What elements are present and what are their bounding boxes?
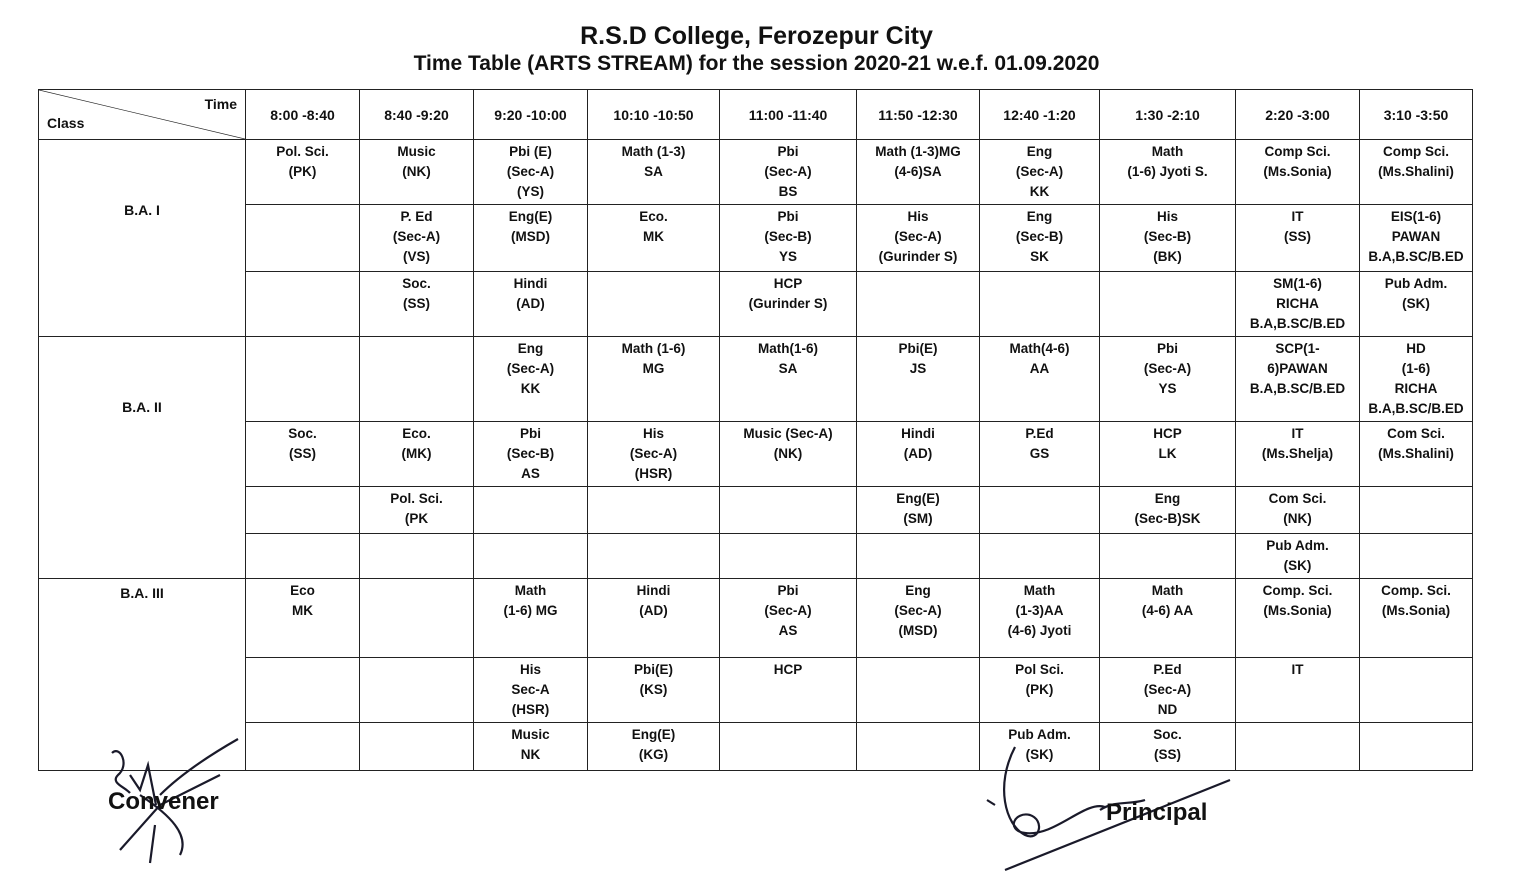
cell-line: Math — [514, 583, 547, 598]
cell-line: YS — [778, 249, 797, 264]
timetable-row — [39, 723, 1473, 771]
cell-line: Eco. — [402, 426, 431, 441]
principal-label: Principal — [1106, 799, 1208, 826]
cell-line: B.A,B.SC/B.ED — [1249, 381, 1346, 396]
cell-line: (Ms.Shalini) — [1378, 164, 1454, 179]
cell-line: IT — [1291, 426, 1304, 441]
timetable-cell — [1100, 422, 1236, 487]
cell-line: Music (Sec-A) — [743, 426, 833, 441]
cell-line: (1-6) — [1401, 361, 1431, 376]
cell-line: Pol. Sci. — [276, 144, 329, 159]
cell-line: (SS) — [289, 446, 316, 461]
timetable-cell — [1360, 337, 1473, 422]
cell-line: Math (1-6) — [621, 341, 686, 356]
timetable-cell — [246, 579, 360, 658]
period-header: 9:20 -10:00 — [474, 90, 588, 140]
timetable-cell — [980, 337, 1100, 422]
cell-line: AA — [1029, 361, 1050, 376]
timetable-cell — [1360, 272, 1473, 337]
timetable-cell — [1236, 534, 1360, 579]
period-header: 11:50 -12:30 — [857, 90, 980, 140]
timetable-cell — [360, 205, 474, 272]
cell-line: (MSD) — [898, 623, 938, 638]
cell-line: (Sec-B)SK — [1134, 511, 1201, 526]
cell-line: IT — [1291, 662, 1304, 677]
timetable-row — [39, 140, 1473, 205]
cell-line: Math (1-3) — [621, 144, 686, 159]
header-class-label: Class — [47, 115, 85, 131]
cell-line: (AD) — [516, 296, 545, 311]
cell-line: Eng — [1026, 209, 1053, 224]
timetable-cell — [588, 658, 720, 723]
period-header: 11:00 -11:40 — [720, 90, 857, 140]
timetable — [38, 89, 1473, 771]
timetable-cell — [980, 579, 1100, 658]
cell-line: (4-6) Jyoti — [1007, 623, 1072, 638]
cell-line: (Sec-A) — [392, 229, 441, 244]
timetable-cell — [720, 205, 857, 272]
cell-line: Eco — [290, 583, 315, 598]
timetable-cell — [1360, 723, 1473, 771]
timetable-cell — [1360, 487, 1473, 534]
timetable-row — [39, 422, 1473, 487]
timetable-cell — [1236, 658, 1360, 723]
cell-line: (HSR) — [511, 702, 550, 717]
timetable-cell — [980, 140, 1100, 205]
cell-line: Comp. Sci. — [1262, 583, 1333, 598]
period-header: 3:10 -3:50 — [1360, 90, 1473, 140]
cell-line: Math(4-6) — [1009, 341, 1070, 356]
timetable-cell — [1100, 337, 1236, 422]
cell-line: (VS) — [403, 249, 430, 264]
cell-line: Pbi — [777, 209, 799, 224]
timetable-cell — [1236, 579, 1360, 658]
cell-line: (Ms.Shelja) — [1261, 446, 1334, 461]
timetable-cell — [1360, 205, 1473, 272]
timetable-cell — [980, 422, 1100, 487]
timetable-cell — [1236, 723, 1360, 771]
cell-line: Eng — [1026, 144, 1053, 159]
timetable-cell — [588, 140, 720, 205]
class-name-cell: B.A. III — [39, 579, 246, 771]
cell-line: (Sec-A) — [1143, 361, 1192, 376]
timetable-cell — [474, 205, 588, 272]
cell-line: Pbi(E) — [634, 662, 673, 677]
timetable-cell — [1360, 534, 1473, 579]
class-name-cell: B.A. I — [39, 140, 246, 337]
timetable-cell — [857, 205, 980, 272]
timetable-cell — [857, 579, 980, 658]
cell-line: LK — [1158, 446, 1177, 461]
cell-line: Sec-A — [511, 682, 550, 697]
cell-line: (Ms.Sonia) — [1381, 603, 1451, 618]
cell-line: SCP(1- — [1275, 341, 1320, 356]
cell-line: (1-6) MG — [503, 603, 558, 618]
cell-line: (Sec-B) — [1015, 229, 1064, 244]
cell-line: Pol. Sci. — [390, 491, 443, 506]
timetable-cell — [720, 272, 857, 337]
cell-line: Pbi — [519, 426, 541, 441]
cell-line: (KS) — [639, 682, 668, 697]
cell-line: (Sec-A) — [894, 603, 942, 618]
timetable-cell — [1236, 487, 1360, 534]
cell-line: Hindi — [513, 276, 548, 291]
cell-line: Pbi — [777, 583, 799, 598]
cell-line: Pbi — [1156, 341, 1178, 356]
cell-line: His — [1156, 209, 1178, 224]
cell-line: (Sec-A) — [764, 603, 812, 618]
cell-line: (SK) — [1283, 558, 1312, 573]
cell-line: IT — [1291, 209, 1304, 224]
timetable-cell — [720, 723, 857, 771]
timetable-row — [39, 658, 1473, 723]
timetable-cell — [1236, 140, 1360, 205]
cell-line: JS — [909, 361, 927, 376]
cell-line: (SK) — [1402, 296, 1430, 311]
cell-line: (HSR) — [634, 466, 673, 481]
cell-line: Pbi(E) — [898, 341, 938, 356]
cell-line: (AD) — [639, 603, 668, 618]
timetable-cell — [1360, 140, 1473, 205]
cell-line: (SS) — [403, 296, 430, 311]
timetable-cell — [246, 337, 360, 422]
cell-line: B.A,B.SC/B.ED — [1368, 401, 1464, 416]
cell-line: (Sec-A) — [894, 229, 942, 244]
timetable-cell — [246, 534, 360, 579]
cell-line: MG — [642, 361, 665, 376]
page-subtitle: Time Table (ARTS STREAM) for the session 2020-21 w.e.f. 01.09.2020 — [413, 52, 1100, 75]
cell-line: (Gurinder S) — [878, 249, 958, 264]
cell-line: Pub Adm. — [1384, 276, 1448, 291]
cell-line: Comp Sci. — [1264, 144, 1331, 159]
period-header: 12:40 -1:20 — [980, 90, 1100, 140]
cell-line: (PK) — [288, 164, 317, 179]
cell-line: P.Ed — [1025, 426, 1054, 441]
timetable-row — [39, 534, 1473, 579]
timetable-cell — [360, 579, 474, 658]
timetable-cell — [1100, 579, 1236, 658]
timetable-cell — [857, 534, 980, 579]
timetable-cell — [588, 337, 720, 422]
timetable-cell — [474, 534, 588, 579]
timetable-cell — [474, 579, 588, 658]
cell-line: HCP — [773, 662, 803, 677]
cell-line: Hindi — [636, 583, 671, 598]
timetable-cell — [588, 487, 720, 534]
timetable-cell — [1100, 534, 1236, 579]
cell-line: Com Sci. — [1387, 426, 1445, 441]
timetable-cell — [1100, 205, 1236, 272]
class-name-cell: B.A. II — [39, 337, 246, 579]
cell-line: Eng(E) — [631, 727, 676, 742]
timetable-cell — [720, 534, 857, 579]
cell-line: (Sec-A) — [506, 361, 555, 376]
cell-line: AS — [521, 466, 540, 481]
cell-line: (Sec-A) — [1015, 164, 1064, 179]
cell-line: Comp Sci. — [1382, 144, 1449, 159]
timetable-cell — [980, 658, 1100, 723]
cell-line: Pbi — [777, 144, 799, 159]
timetable-cell — [720, 337, 857, 422]
cell-line: (NK) — [402, 164, 431, 179]
cell-line: PAWAN — [1391, 229, 1441, 244]
cell-line: NK — [520, 747, 541, 762]
timetable-cell — [360, 658, 474, 723]
cell-line: Soc. — [402, 276, 431, 291]
timetable-cell — [474, 272, 588, 337]
cell-line: B.A,B.SC/B.ED — [1368, 249, 1464, 264]
timetable-cell — [360, 337, 474, 422]
cell-line: GS — [1029, 446, 1050, 461]
cell-line: SA — [644, 164, 663, 179]
period-header: 8:00 -8:40 — [246, 90, 360, 140]
period-header: 8:40 -9:20 — [360, 90, 474, 140]
cell-line: (Ms.Shalini) — [1378, 446, 1454, 461]
timetable-row — [39, 337, 1473, 422]
cell-line: (Sec-A) — [506, 164, 555, 179]
cell-line: RICHA — [1394, 381, 1438, 396]
timetable-cell — [1236, 272, 1360, 337]
timetable-cell — [588, 579, 720, 658]
cell-line: Eng(E) — [508, 209, 553, 224]
timetable-cell — [1236, 205, 1360, 272]
timetable-cell — [360, 534, 474, 579]
timetable-cell — [980, 205, 1100, 272]
cell-line: (PK — [404, 511, 429, 526]
timetable-cell — [1100, 140, 1236, 205]
timetable-cell — [246, 205, 360, 272]
timetable-cell — [720, 658, 857, 723]
timetable-cell — [857, 337, 980, 422]
cell-line: HCP — [1153, 426, 1182, 441]
cell-line: Eco. — [639, 209, 668, 224]
period-header: 2:20 -3:00 — [1236, 90, 1360, 140]
cell-line: Math — [1023, 583, 1056, 598]
timetable-cell — [1236, 337, 1360, 422]
cell-line: (Sec-A) — [764, 164, 812, 179]
timetable-cell — [474, 337, 588, 422]
cell-line: (MSD) — [511, 229, 550, 244]
cell-line: His — [519, 662, 541, 677]
timetable-cell — [246, 140, 360, 205]
timetable-cell — [360, 272, 474, 337]
cell-line: (KG) — [638, 747, 669, 762]
timetable-cell — [857, 140, 980, 205]
cell-line: ND — [1157, 702, 1178, 717]
timetable-cell — [246, 422, 360, 487]
cell-line: (BK) — [1153, 249, 1182, 264]
timetable-cell — [1236, 422, 1360, 487]
cell-line: (NK) — [773, 446, 803, 461]
timetable-cell — [720, 422, 857, 487]
timetable-cell — [588, 534, 720, 579]
cell-line: (Sec-B) — [764, 229, 812, 244]
timetable-cell — [980, 534, 1100, 579]
timetable-cell — [980, 272, 1100, 337]
cell-line: (Sec-A) — [629, 446, 678, 461]
cell-line: (4-6)SA — [894, 164, 942, 179]
header-time-label: Time — [204, 96, 237, 112]
cell-line: Soc. — [1153, 727, 1182, 742]
timetable-cell — [360, 140, 474, 205]
timetable-cell — [1100, 658, 1236, 723]
timetable-cell — [474, 487, 588, 534]
cell-line: (NK) — [1283, 511, 1312, 526]
cell-line: (1-6) Jyoti S. — [1127, 164, 1208, 179]
timetable-row — [39, 487, 1473, 534]
cell-line: Soc. — [288, 426, 317, 441]
timetable-cell — [360, 422, 474, 487]
cell-line: (SM) — [903, 511, 933, 526]
timetable-cell — [1100, 487, 1236, 534]
cell-line: Math(1-6) — [758, 341, 818, 356]
timetable-cell — [857, 422, 980, 487]
cell-line: P.Ed — [1153, 662, 1182, 677]
cell-line: Pub Adm. — [1266, 538, 1329, 553]
cell-line: Eng(E) — [896, 491, 940, 506]
cell-line: (SK) — [1025, 747, 1054, 762]
cell-line: (Ms.Sonia) — [1263, 603, 1332, 618]
cell-line: SM(1-6) — [1273, 276, 1322, 291]
cell-line: Pub Adm. — [1008, 727, 1071, 742]
page-title: R.S.D College, Ferozepur City — [580, 22, 933, 50]
timetable-cell — [1360, 658, 1473, 723]
timetable-cell — [1100, 272, 1236, 337]
cell-line: MK — [643, 229, 664, 244]
timetable-cell — [857, 487, 980, 534]
cell-line: Music — [511, 727, 550, 742]
cell-line: Pbi (E) — [509, 144, 552, 159]
timetable-row — [39, 205, 1473, 272]
timetable-cell — [1360, 579, 1473, 658]
cell-line: AS — [778, 623, 798, 638]
cell-line: (Gurinder S) — [748, 296, 828, 311]
timetable-cell — [246, 658, 360, 723]
timetable-cell — [857, 272, 980, 337]
cell-line: P. Ed — [400, 209, 433, 224]
timetable-cell — [246, 272, 360, 337]
cell-line: B.A,B.SC/B.ED — [1249, 316, 1346, 331]
cell-line: SK — [1030, 249, 1049, 264]
cell-line: Hindi — [901, 426, 935, 441]
timetable-cell — [588, 205, 720, 272]
timetable-cell — [588, 723, 720, 771]
timetable-cell — [980, 487, 1100, 534]
timetable-cell — [588, 422, 720, 487]
cell-line: Math — [1151, 583, 1184, 598]
cell-line: HCP — [773, 276, 803, 291]
timetable-row — [39, 272, 1473, 337]
timetable-cell — [720, 579, 857, 658]
timetable-cell — [857, 723, 980, 771]
cell-line: (Sec-B) — [1143, 229, 1192, 244]
timetable-cell — [720, 487, 857, 534]
period-header: 1:30 -2:10 — [1100, 90, 1236, 140]
cell-line: (PK) — [1025, 682, 1054, 697]
convener-label: Convener — [108, 788, 219, 815]
cell-line: MK — [292, 603, 313, 618]
cell-line: HD — [1406, 341, 1426, 356]
cell-line: BS — [778, 184, 798, 199]
cell-line: Math — [1151, 144, 1184, 159]
cell-line: Pol Sci. — [1015, 662, 1064, 677]
timetable-cell — [474, 658, 588, 723]
cell-line: Eng — [1154, 491, 1181, 506]
cell-line: SA — [778, 361, 798, 376]
cell-line: (Sec-A) — [1143, 682, 1192, 697]
timetable-cell — [246, 723, 360, 771]
cell-line: Com Sci. — [1268, 491, 1327, 506]
timetable-cell — [1360, 422, 1473, 487]
timetable-cell — [360, 487, 474, 534]
cell-line: (MK) — [401, 446, 432, 461]
cell-line: 6)PAWAN — [1267, 361, 1328, 376]
cell-line: (1-3)AA — [1015, 603, 1064, 618]
cell-line: (4-6) AA — [1141, 603, 1194, 618]
header-corner-cell — [39, 90, 246, 140]
cell-line: Math (1-3)MG — [875, 144, 961, 159]
timetable-cell — [360, 723, 474, 771]
cell-line: His — [907, 209, 929, 224]
timetable-cell — [857, 658, 980, 723]
cell-line: EIS(1-6) — [1390, 209, 1442, 224]
cell-line: (Sec-B) — [506, 446, 555, 461]
cell-line: Music — [397, 144, 436, 159]
cell-line: Eng — [517, 341, 544, 356]
cell-line: KK — [520, 381, 541, 396]
cell-line: RICHA — [1276, 296, 1319, 311]
cell-line: (Ms.Sonia) — [1263, 164, 1332, 179]
cell-line: Comp. Sci. — [1381, 583, 1451, 598]
timetable-cell — [720, 140, 857, 205]
period-header: 10:10 -10:50 — [588, 90, 720, 140]
cell-line: His — [642, 426, 664, 441]
cell-line: (SS) — [1284, 229, 1311, 244]
timetable-cell — [474, 422, 588, 487]
timetable-cell — [474, 140, 588, 205]
cell-line: (AD) — [903, 446, 933, 461]
cell-line: YS — [1158, 381, 1177, 396]
timetable-row — [39, 579, 1473, 658]
timetable-cell — [588, 272, 720, 337]
timetable-cell — [474, 723, 588, 771]
cell-line: Eng — [905, 583, 931, 598]
cell-line: (SS) — [1154, 747, 1181, 762]
cell-line: (YS) — [517, 184, 544, 199]
timetable-cell — [246, 487, 360, 534]
cell-line: KK — [1029, 184, 1050, 199]
